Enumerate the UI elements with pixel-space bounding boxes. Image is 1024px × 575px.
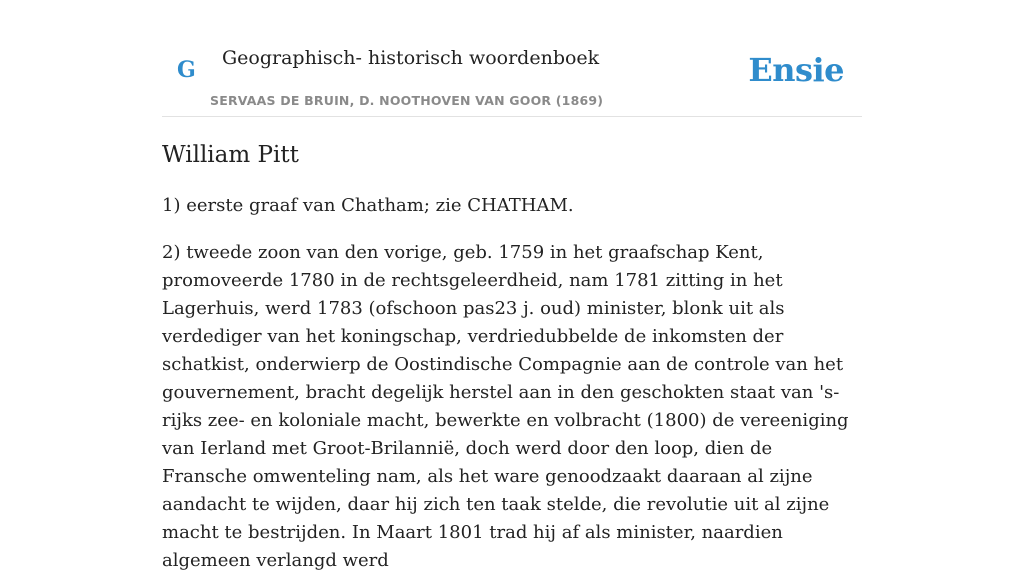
book-title[interactable]: Geographisch- historisch woordenboek (222, 47, 600, 69)
entry-paragraph: 1) eerste graaf van Chatham; zie CHATHAM. (162, 195, 574, 216)
book-letter-icon[interactable]: G (177, 57, 196, 83)
page-header (162, 0, 862, 117)
entry-title: William Pitt (162, 142, 299, 168)
entry-paragraph: 2) tweede zoon van den vorige, geb. 1759 in het graafschap Kent, promoveerde 1780 in de rechtsgeleerdheid, nam 1781 zitting in het Lagerhuis, werd 1783 (ofschoon pas23 j. oud) minister, blonk uit als verdediger van het koningschap, verdriedubbelde de inkomsten der schatkist, onderwierp de Oostindische Compagnie aan de controle van het gouvernement, bracht degelijk herstel aan in den geschokten staat van 's-rijks zee- en koloniale macht, bewerkte en volbracht (1800) de vereeniging van Ierland met Groot-Brilannië, doch werd door den loop, dien de Fransche omwenteling nam, als het ware genoodzaakt daaraan al zijne aandacht te wijden, daar hij zich ten taak stelde, die revolutie uit al zijne macht te bestrijden. In Maart 1801 trad hij af als minister, naardien algemeen verlangd werd (162, 242, 849, 571)
site-logo[interactable]: Ensie (748, 51, 844, 89)
entry-content (162, 138, 862, 575)
book-author: SERVAAS DE BRUIN, D. NOOTHOVEN VAN GOOR (1869) (210, 93, 604, 108)
